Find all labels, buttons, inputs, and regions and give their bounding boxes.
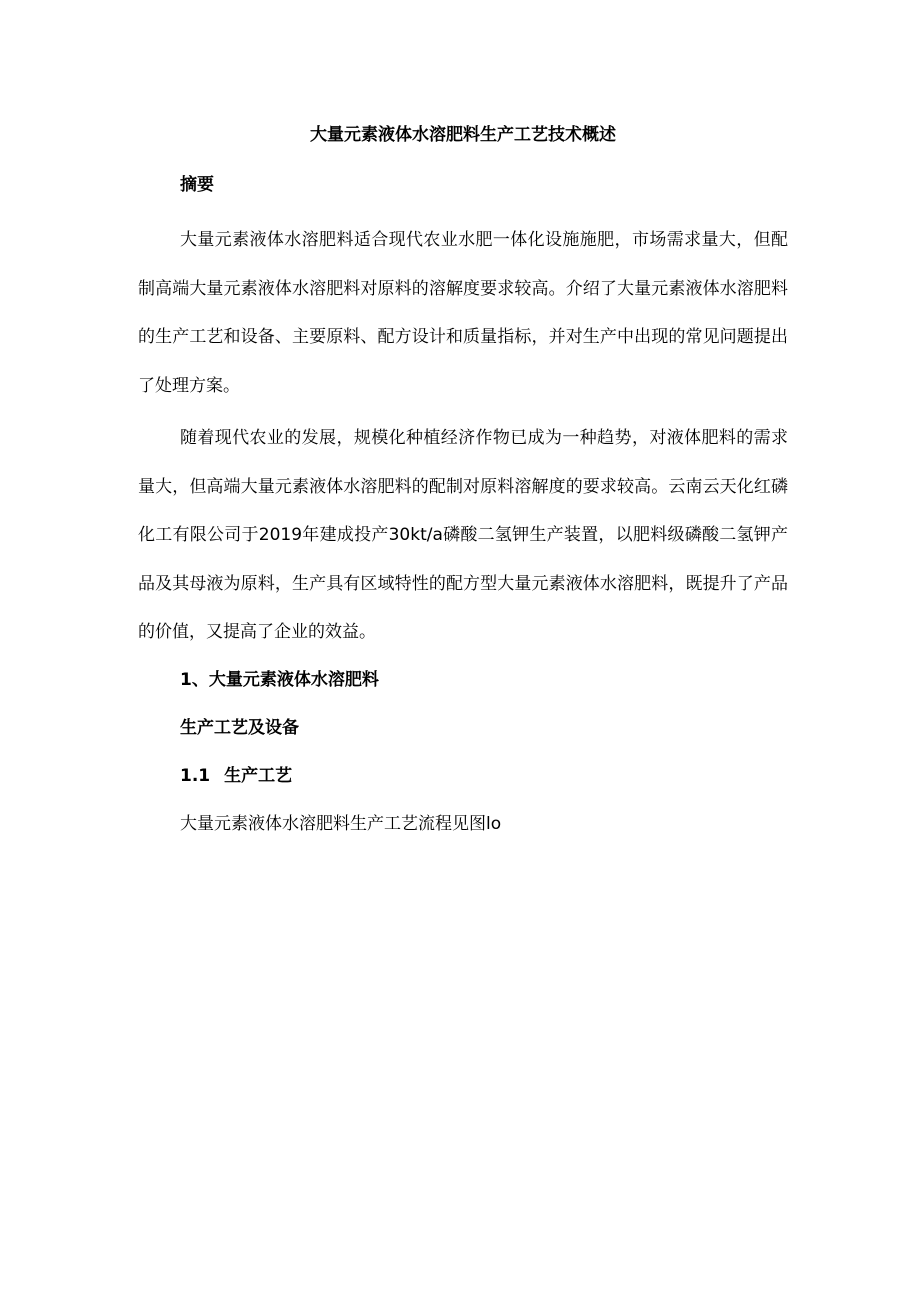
intro-paragraph: 随着现代农业的发展，规模化种植经济作物已成为一种趋势，对液体肥料的需求量大，但高端大量元素液体水溶肥料的配制对原料溶解度的要求较高。云南云天化红磷化工有限公司于2019年建成投产30kt/a磷酸二氢钾生产装置，以肥料级磷酸二氢钾产品及其母液为原料，生产具有区域特性的配方型大量元素液体水溶肥料，既提升了产品的价值，又提高了企业的效益。 <box>138 428 788 642</box>
section-1-1-heading <box>138 759 788 793</box>
section-1-subheading: 生产工艺及设备 <box>180 717 299 738</box>
document-body <box>138 118 788 841</box>
abstract-paragraph: 大量元素液体水溶肥料适合现代农业水肥一体化设施施肥，市场需求量大，但配制高端大量元素液体水溶肥料对原料的溶解度要求较高。介绍了大量元素液体水溶肥料的生产工艺和设备、主要原料、配方设计和质量指标，并对生产中出现的常见问题提出了处理方案。 <box>138 230 788 396</box>
abstract-heading: 摘要 <box>180 175 214 195</box>
section-1-1-title: 生产工艺 <box>224 765 293 786</box>
section-1-1-text: 大量元素液体水溶肥料生产工艺流程见图lo <box>180 813 502 834</box>
document-title: 大量元素液体水溶肥料生产工艺技术概述 <box>310 125 616 145</box>
section-1-1-number: 1.1 <box>180 765 211 786</box>
section-1-heading: 1、大量元素液体水溶肥料 <box>180 669 379 690</box>
